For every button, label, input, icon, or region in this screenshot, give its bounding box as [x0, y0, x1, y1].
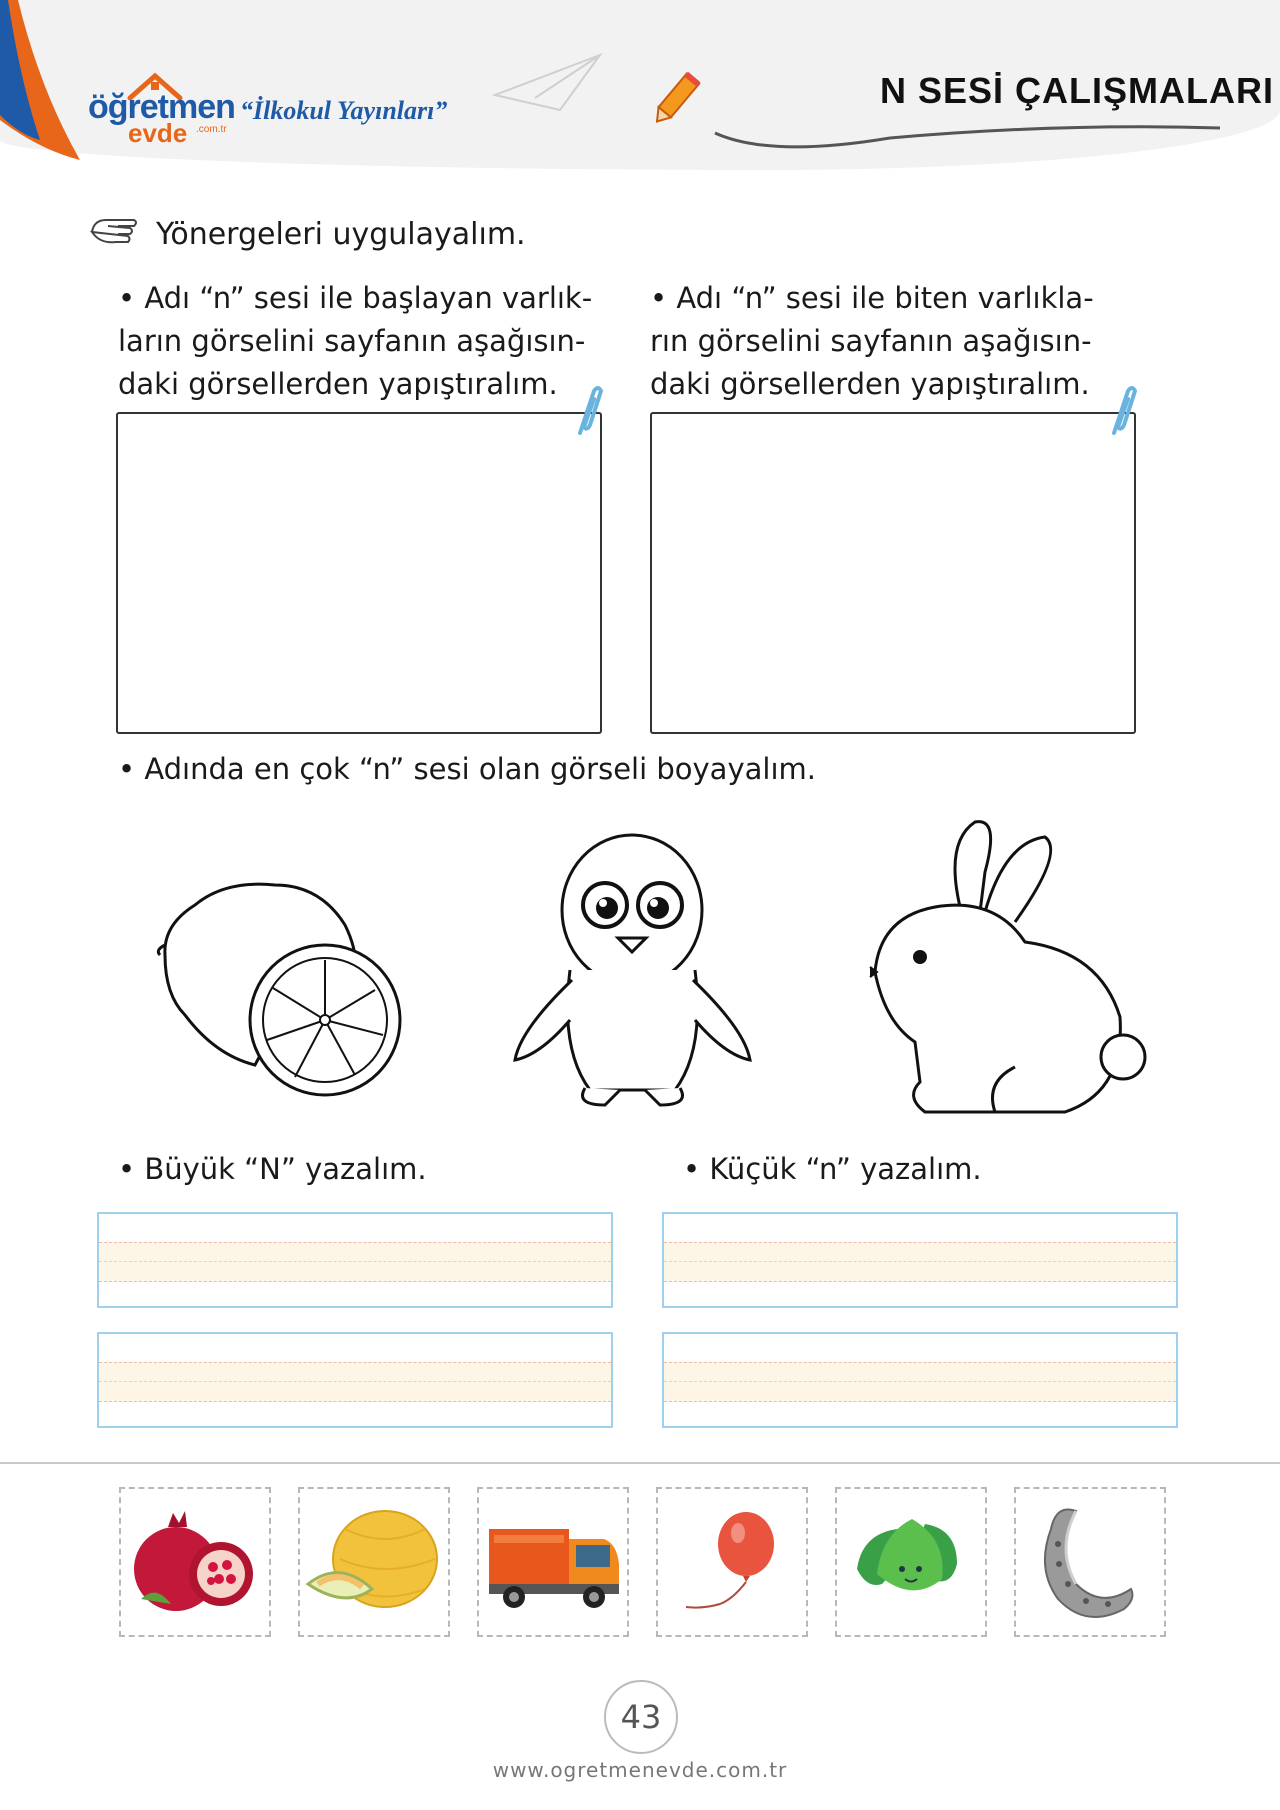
paper-plane-icon: [490, 50, 610, 120]
page-title: N SESİ ÇALIŞMALARI: [880, 70, 1275, 111]
task-end-line-1: • Adı “n” sesi ile biten varlıkla-: [650, 281, 1094, 315]
instruction: Yönergeleri uygulayalım.: [156, 217, 526, 252]
mint-icon: [837, 1489, 985, 1635]
logo-main: öğretmen: [88, 88, 235, 126]
lower-writing-line-1[interactable]: [662, 1212, 1178, 1308]
lemon-icon[interactable]: [155, 845, 415, 1105]
title-underline: [710, 118, 1230, 158]
logo-domain: .com.tr: [196, 124, 227, 135]
publisher: “İlkokul Yayınları”: [240, 96, 448, 125]
pencil-icon: [645, 70, 705, 130]
upper-writing-line-1[interactable]: [97, 1212, 613, 1308]
cutout-divider: [0, 1462, 1280, 1464]
paste-box-end[interactable]: [650, 412, 1136, 734]
pomegranate-icon: [121, 1489, 269, 1635]
logo-sub: evde: [128, 118, 188, 148]
penguin-icon[interactable]: [510, 820, 755, 1120]
corner-ribbon: [0, 0, 90, 180]
task-end-line-3: daki görsellerden yapıştıralım.: [650, 367, 1090, 401]
task-start-line-3: daki görsellerden yapıştıralım.: [118, 367, 558, 401]
truck-icon: [479, 1489, 627, 1635]
task-start-line-2: ların görselini sayfanın aşağısın-: [118, 324, 586, 358]
task-upper-text: • Büyük “N” yazalım.: [118, 1152, 427, 1186]
rabbit-icon[interactable]: [865, 812, 1150, 1127]
horseshoe-icon: [1016, 1489, 1164, 1635]
paper-clip-icon: [570, 385, 604, 437]
cutout-card-balloon[interactable]: [656, 1487, 808, 1637]
melon-icon: [300, 1489, 448, 1635]
pointing-hand-icon: [88, 212, 140, 252]
cutout-card-mint[interactable]: [835, 1487, 987, 1637]
task-lower-text: • Küçük “n” yazalım.: [683, 1152, 982, 1186]
paper-clip-icon: [1104, 385, 1138, 437]
page-number: 43: [604, 1680, 678, 1754]
cutout-card-horseshoe[interactable]: [1014, 1487, 1166, 1637]
balloon-icon: [658, 1489, 806, 1635]
lower-writing-line-2[interactable]: [662, 1332, 1178, 1428]
task-start-line-1: • Adı “n” sesi ile başlayan varlık-: [118, 281, 593, 315]
cutout-card-pomegranate[interactable]: [119, 1487, 271, 1637]
cutout-card-melon[interactable]: [298, 1487, 450, 1637]
task-start-text: [118, 277, 628, 406]
task-end-text: [650, 277, 1170, 406]
paste-box-start[interactable]: [116, 412, 602, 734]
task-color-text: • Adında en çok “n” sesi olan görseli boyayalım.: [118, 752, 816, 786]
footer-url[interactable]: www.ogretmenevde.com.tr: [492, 1758, 788, 1782]
upper-writing-line-2[interactable]: [97, 1332, 613, 1428]
cutout-card-truck[interactable]: [477, 1487, 629, 1637]
task-end-line-2: rın görselini sayfanın aşağısın-: [650, 324, 1092, 358]
